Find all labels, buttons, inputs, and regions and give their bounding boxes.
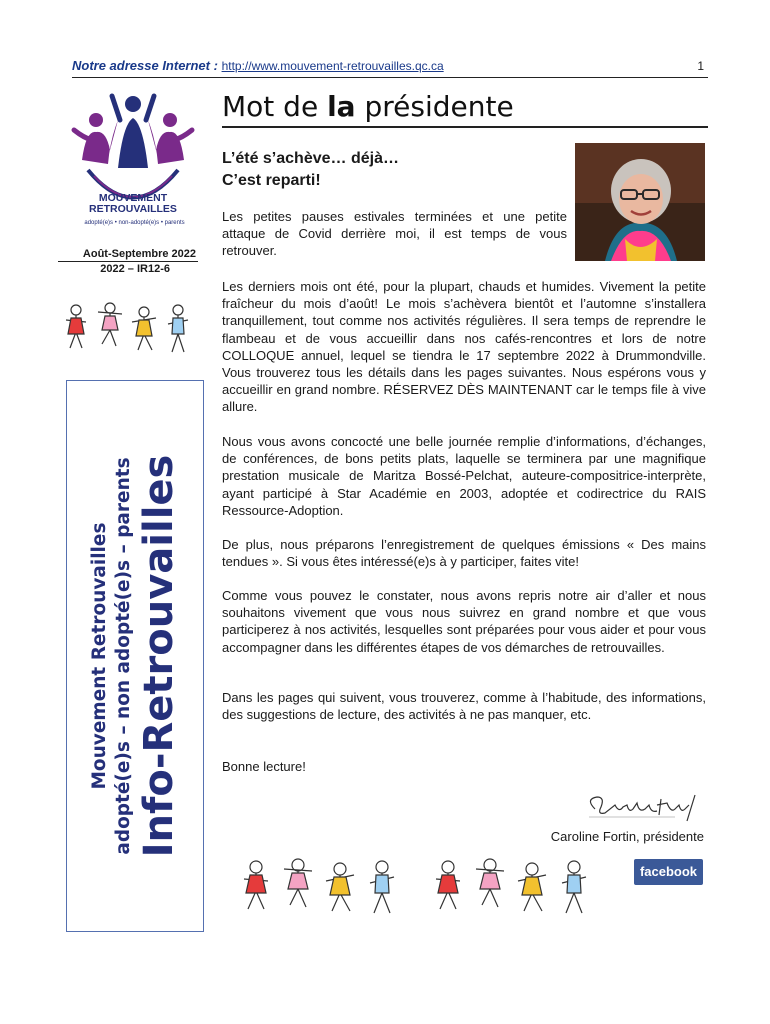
children-illustration [58,300,198,362]
header-divider [72,77,708,78]
article-paragraph-1: Les petites pauses estivales terminées et une petite attaque de Covid derrière moi, il est temps de vous retrouver. [222,209,567,259]
issue-divider [58,261,198,262]
page-header [72,58,708,78]
logo-line-1: MOUVEMENT [98,192,168,204]
page-number: 1 [697,59,704,73]
logo-tagline: adopté(e)s • non-adopté(e)s • parents [84,220,185,226]
vertical-title [88,455,182,858]
issue-date: Août-Septembre 2022 [82,248,196,260]
website-link[interactable]: http://www.mouvement-retrouvailles.qc.ca [221,59,444,73]
article-paragraph-3: Nous vous avons concocté une belle journée remplie d’informations, d’échanges, de conférences, de bons petits plats, laquelle se terminera par une magnifique prestation musicale de Maritza Bossé-Pelchat, auteure-compositrice-interprète, ayant participé à Star Académie en 2003, adoptée et codirectrice du RAIS Ressource-Adoption. [222,434,706,518]
website-label: Notre adresse Internet : http://www.mouvement-retrouvailles.qc.ca [72,58,444,73]
article-subtitle [222,148,562,192]
article-paragraph-4: De plus, nous préparons l’enregistrement de quelques émissions « Des mains tendues ». Si vous êtes intéressé(e)s à y participer, faites vite! [222,537,706,570]
article-paragraph-5: Comme vous pouvez le constater, nous avons repris notre air d’aller et nous souhaitons vivement que vous nous suivrez en grand nombre et que vous participerez à nos activités, lesquelles sont préparées pour vous aider et pour vous accompagner dans les différentes étapes de vos démarches de retrouvailles. [222,588,706,655]
signoff: Caroline Fortin, présidente [550,829,704,844]
vertical-title-box [66,380,204,932]
facebook-badge[interactable]: facebook [634,859,703,885]
title-divider [222,126,708,128]
issue-number: 2022 – IR12-6 [100,263,170,275]
vertical-title-publication: Info-Retrouvailles [136,454,182,858]
handwritten-signature [575,787,705,825]
children-illustration-bottom-right [428,855,598,923]
subtitle-line-1: L’été s’achève… déjà… [222,150,399,167]
vertical-title-line-1: Mouvement Retrouvailles [89,522,110,790]
vertical-title-line-2: adopté(e)s – non adopté(e)s – parents [113,457,134,855]
article-paragraph-6: Dans les pages qui suivent, vous trouverez, comme à l’habitude, des informations, des suggestions de lecture, des activités à ne pas manquer, etc. [222,690,706,723]
subtitle-line-2: C’est reparti! [222,172,321,189]
president-photo [575,143,705,261]
article-title: Mot de la présidente [222,90,514,123]
article-paragraph-closing: Bonne lecture! [222,759,306,774]
children-illustration-bottom-left [236,855,406,923]
logo-line-2: RETROUVAILLES [89,203,177,215]
article-paragraph-2: Les derniers mois ont été, pour la plupart, chauds et humides. Vivement la petite fraîcheur du mois d’août! Le mois s’achèvera bientôt et l’automne s’installera tranquillement, tout comme nos activités régulières. Il sera temps de reprendre le flambeau et de vous accueillir dans nos cafés-rencontres et lors de notre COLLOQUE annuel, lequel se tiendra le 17 septembre 2022 à Drummondville. Vous trouverez tous les détails dans les pages suivantes. Nous espérons vous y accueillir en grand nombre. RÉSERVEZ DÈS MAINTENANT car le temps file à vive allure. [222,279,706,415]
logo-wordmark [68,193,198,215]
